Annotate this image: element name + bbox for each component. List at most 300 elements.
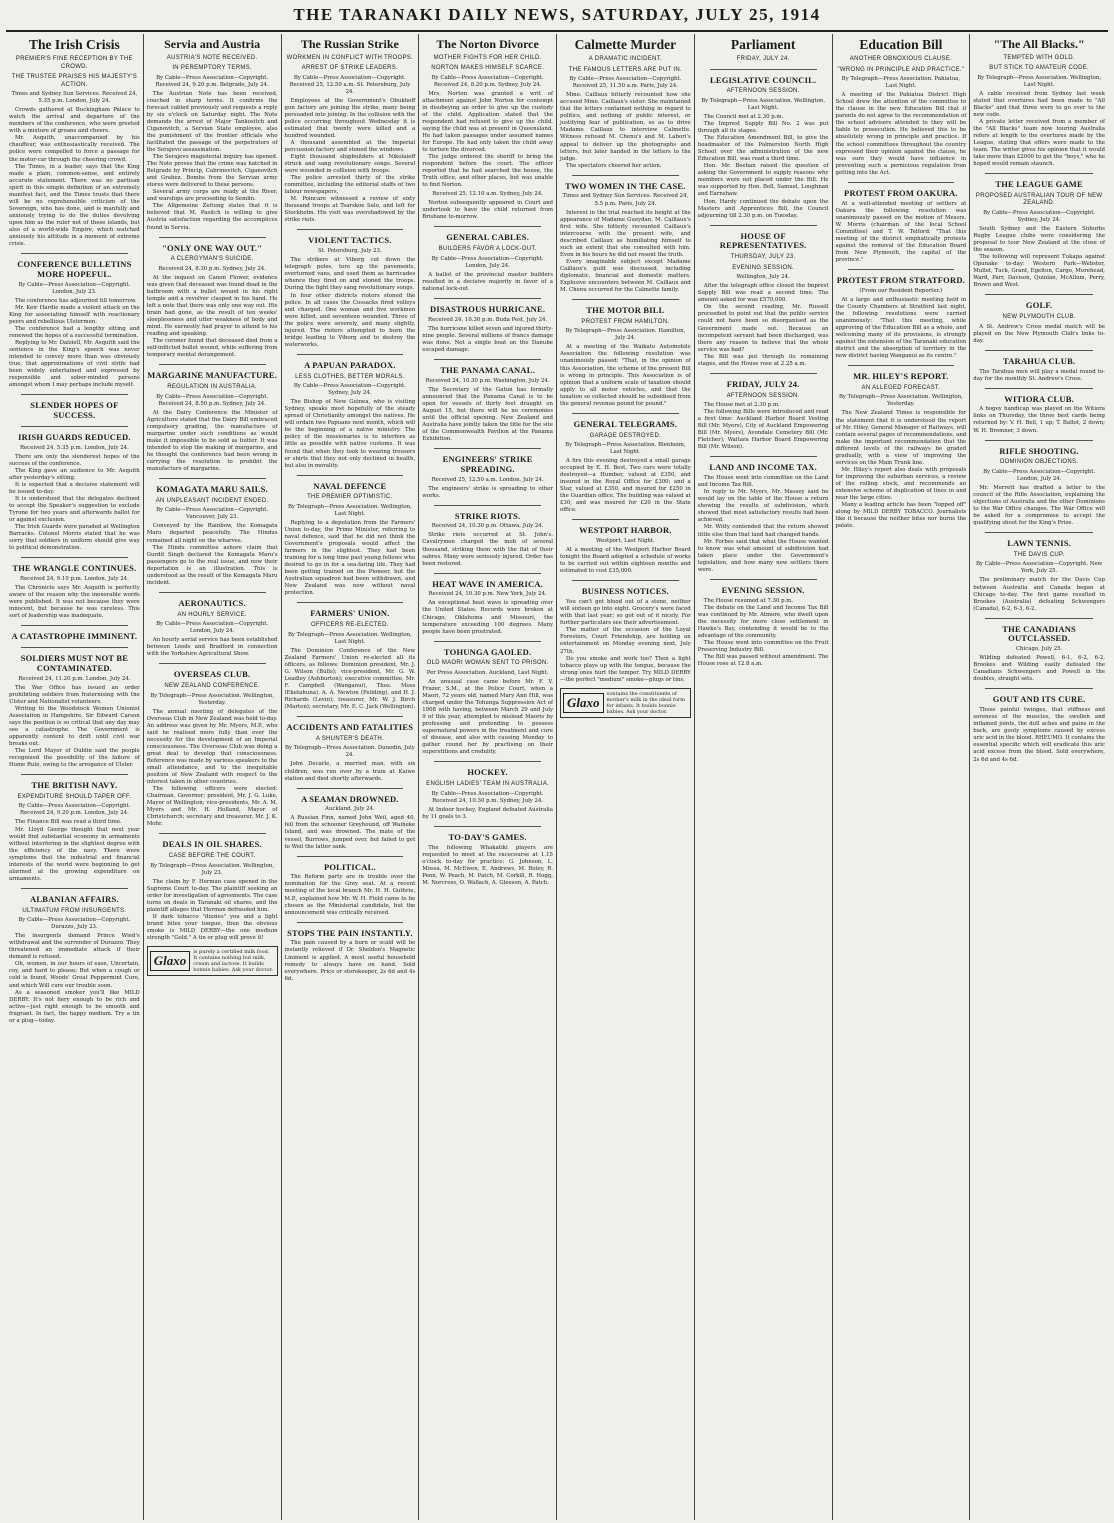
subheading: "WRONG IN PRINCIPLE AND PRACTICE." [837, 66, 965, 73]
subheading: AFTERNOON SESSION. [726, 88, 800, 95]
article-paragraph: The New Zealand Times is responsible for the statement that it is understood the report of Mr. Hiley, General Manager of Railways, will contain several pages of recommendations, and make the important recommendation that the different levels of the railways be graded gradually, with a view of improving the services on the Main Trunk line. [835, 410, 967, 466]
section-divider [572, 413, 679, 414]
dateline: Westport, Last Night. [595, 538, 655, 545]
article-paragraph: Every imaginable subject except Madame Caillaux's guilt was discussed, including diplomatic, financial and domestic matters. Explosive encounters between M. Caillaux and M. Chenu occurred for the Calmette family. [560, 258, 691, 294]
article-paragraph: Hon. Mr. Beehan raised the question of asking the Government to supply reasons why members were not placed under the Bill. He was supported by Hon. Bell, Samuel, Loughnan and Earnshaw. [697, 163, 829, 198]
article-paragraph: The Education Amendment Bill, to give the headmaster of the Palmerston North High School over the administration of the new Education Bill, was read a third time. [697, 135, 829, 163]
subheading: ULTIMATUM FROM INSURGENTS. [22, 907, 127, 914]
subheading: AN HOURLY SERVICE. [177, 611, 247, 618]
section-heading: THE LEAGUE GAME [995, 179, 1083, 190]
article-paragraph: Replying to Mr. Dalziell, Mr. Asquith said the sentence in the King's speech was never intended to convey more than was obviously true, that approximations of civil strife had been widely entertained and expressed by responsible and sober-minded persons amongst whom I may perhaps include myself. [9, 339, 140, 389]
dateline: By Cable—Press Association—Copyright. London, July 24. [431, 255, 544, 269]
section-divider [297, 856, 404, 857]
article-paragraph: Mr. Asquith, unaccompanied by his chauffeur, was enthusiastically received. The police were compelled to force a passage for the motor-car through the cheering crowd. [9, 135, 140, 163]
article-paragraph: Hon. Hardy continued the debate upon the Masters and Apprentices Bill, the Council adjourning till 2.30 p.m. on Tuesday. [697, 198, 829, 219]
section-divider [572, 580, 679, 581]
article-paragraph: Eight thousand shipbuilders at Nikolaieff struck and sang revolutionary songs. Several were wounded in collision with troops. [284, 154, 416, 175]
section-divider [297, 788, 404, 789]
dateline: By Telegraph—Press Association. Wellington, Yesterday. [150, 692, 275, 706]
article-paragraph: The Allgemeine Zeitung states that it is believed that M. Pasitch is willing to give Austria satisfaction regarding the accomplices found in Servia. [146, 203, 278, 231]
column-heading: Servia and Austria [164, 37, 261, 51]
section-divider [710, 579, 817, 580]
column-heading: The Irish Crisis [28, 37, 120, 52]
article-paragraph: Wilding defeated Powell, 6-1, 6-2, 6-2. Brookes and Wilding easily defeated the Canadians Schwengers and Powell in the doubles, straight sets. [973, 655, 1105, 683]
section-heading: FRIDAY, JULY 24. [726, 378, 800, 389]
section-heading: GOLF. [1025, 300, 1053, 311]
article-paragraph: The Bill was passed without amendment. The House rose at 12.8 a.m. [697, 653, 829, 667]
article-paragraph: A cable received from Sydney last week stated that overtures had been made to "All Blacks" and that three were to go over to the new code. [973, 90, 1105, 118]
article-paragraph: Oh, women, in our hours of ease, Uncertain, coy, and hard to please; But when a cough or cold is found, Woods' Great Peppermint Cure, and which Will cure our trouble soon. [9, 961, 140, 989]
section-heading: THE BRITISH NAVY. [31, 780, 118, 791]
article-paragraph: The judge ordered the sheriff to bring the respondent before the court. The officer reported that he had searched the house, the Truth office, and other places, but was unable to find Norton. [422, 154, 553, 189]
subheading: NORTON MAKES HIMSELF SCARCE. [431, 65, 545, 72]
column-irish [6, 34, 144, 1520]
section-divider [297, 922, 404, 923]
article-paragraph: South Sydney and the Eastern Suburbs Rugby League clubs were considering the proposal to tour New Zealand at the close of the season. [973, 225, 1105, 254]
article-paragraph: A ballot of the provincial master builders resulted in a decisive majority in favor of a national lock-out. [422, 271, 553, 292]
article-paragraph: The Austrian Note has been received, couched in sharp terms. It confirms the forecast cabled previously and requests a reply by six o'clock on Saturday night. The Note demands the arrest of Major Tankositch and Ciganovitch, a Servian State employee, also the punishment of the frontier officials who facilitated the passage of the perpetrators of the Serajevo assassination. [146, 90, 278, 153]
subheading: CASE BEFORE THE COURT. [168, 853, 256, 860]
section-heading: TARAHUA CLUB. [1002, 355, 1076, 366]
subheading: NEW PLYMOUTH CLUB. [1002, 314, 1076, 321]
section-heading: TWO WOMEN IN THE CASE. [565, 180, 686, 191]
article-paragraph: As a seasoned smoker you'll like MILD DERBY. It's not fiery enough to be rich and active—just right enough to be smooth and fragrant. In fact, the happy medium. Try a tin or a plug—today. [9, 989, 140, 1024]
subheading: TEMPTED WITH GOLD. [1003, 54, 1075, 61]
article-paragraph: The following will represent Tukapa against Opunake to-day: Western Park—Webster, Mullet, Tuck, Grant, Egelton, Cargo, Morehead, Ward, Parr, Davison, Quinlan, McAllum, Perry, Brown and West. [973, 254, 1105, 289]
masthead-rule [6, 30, 1108, 32]
section-divider [710, 69, 817, 70]
article-paragraph: Interest in the trial reached its height at the appearance of Madame Gueydan, M. Caillaux's first wife. She bitterly recounted Caillaux's intercourse with the present wife, and described Caillaux as humiliating himself to such an extent that she consulted with him. Even in his hours he did not resent the truth. [560, 209, 691, 258]
article-paragraph: Writing to the Woodstock Women Unionist Association in Hampshire, Sir Edward Carson says the position is so critical that any day may see a catastrophe. The Government is apparently content to drift until civil war breaks out. [9, 705, 140, 747]
article-paragraph: It is expected that a decisive statement will be issued to-day. [9, 481, 140, 495]
article-paragraph: Norton subsequently appeared in Court and undertook to have the child returned from Brisbane to-morrow. [422, 200, 553, 221]
article-paragraph: The Finance Bill was read a third time. [15, 819, 122, 826]
article-paragraph: Mr. Witty contended that the return showed little else than that land had changed hands. [697, 524, 829, 538]
article-paragraph: The preliminary match for the Davis Cup between Australia and Canada began at Chicago to-day. The first game resulted in Brookes (Australia) defeating Schwengers (Canada), 6-2, 6-3, 6-2. [973, 577, 1105, 612]
dateline: Received 24, 9.10 p.m. London, July 24. [19, 576, 129, 583]
article-paragraph: You can't get blood out of a stone, neither will sixteen go into eight. Grocery's were faced with that last year; so got out of it nicely. For further particulars see their advertisement. [560, 599, 691, 627]
subheading: NEW ZEALAND CONFERENCE. [164, 683, 260, 690]
column-heading: Parliament [730, 37, 796, 52]
dateline: By Cable—Press Association—Copyright. Received 25, 12.50 a.m. St. Petersburg, July 24. [289, 74, 411, 95]
section-divider [434, 226, 541, 227]
subheading: A CLERGYMAN'S SUICIDE. [170, 256, 254, 263]
article-paragraph: At a meeting of the Westport Harbor Board tonight the Board adopted a schedule of works to be carried out within eighteen months and estimated to cost £35,000. [560, 547, 691, 575]
section-heading: GENERAL CABLES. [446, 232, 530, 243]
article-paragraph: A St. Andrew's Cross medal match will be played on the New Plymouth Club's links to-day. [973, 323, 1105, 344]
article-paragraph: A private letter received from a member of the "All Blacks" team now touring Australia refers at length to the overtures made by the League, stating that offers were made to the team. The writer gives his opinion that it would take more than £2000 to get the "boys," who he hoped would remain staunch. [973, 118, 1105, 168]
section-heading: NAVAL DEFENCE [313, 480, 387, 491]
column-allblacks [970, 34, 1108, 1520]
subheading: THE FAMOUS LETTERS ARE PUT IN. [568, 66, 682, 73]
section-divider [985, 294, 1093, 295]
section-divider [434, 448, 541, 449]
subheading: PROTEST FROM HAMILTON. [581, 318, 670, 325]
dateline: (From our Resident Reporter.) [859, 287, 943, 294]
section-divider [434, 826, 541, 827]
article-paragraph: The annual meeting of delegates of the Overseas Club in New Zealand was held to-day. An address was given by Mr. Myers, M.P., who said he realised more fully than ever the necessity for the development of an Imperial consciousness. The Overseas Club was doing a great deal to develop that consciousness. Reference was made by various speakers to the small attendance, and to the inequitable position of New Zealand with respect to the interest taken in other countries. [146, 708, 278, 786]
section-divider [159, 663, 266, 664]
article-paragraph: The House went into committee on the Fruit Preserving Industry Bill. [697, 639, 829, 653]
article-paragraph: At a meeting of the Waikato Automobile Association the following resolution was unanimously passed: "That, in the opinion of this Association, the scheme of the present Bill is wrong in principle. This Association is of opinion that a uniform scale of taxation should apply to all motor vehicles, and that the taxation so collected should be subsidised from the general revenue pound for pound." [560, 344, 691, 407]
dateline: By Cable—Press Association—Copyright. Received 24, 9.20 p.m. Belgrade, July 24. [155, 74, 269, 88]
masthead [0, 0, 1114, 30]
column-education [833, 34, 971, 1520]
section-divider [159, 592, 266, 593]
section-divider [434, 359, 541, 360]
article-paragraph: At the Dairy Conference the Minister of Agriculture stated that the Dairy Bill embraced compulsory grading, the manufacture of margarine under such conditions as would make it impossible to be sold as butter. It was intended to stop the making of margarine, and he thought the conference had been wrong in carrying the resolution to prohibit the manufacture of margarine. [146, 409, 278, 473]
article-paragraph: The following Bills were introduced and read a first time: Auckland Harbor Board Vesting Bill (Mr. Myers), City of Auckland Empowering Bill (Mr. Myers), Avondale Cemetery Bill (Mr. Fletcher), Waitara Harbor Board Empowering Bill (Mr. Wilson). [697, 409, 829, 451]
article-paragraph: The hurricane killed seven and injured thirty-nine people. Several millions of francs damage was done. Not a single boat on the Danube escaped damage. [422, 325, 553, 353]
subheading: MOTHER FIGHTS FOR HER CHILD. [433, 54, 542, 61]
section-divider [572, 175, 679, 176]
section-divider [21, 557, 128, 558]
article-paragraph: A meeting of the Pahiatua District High School drew the attention of the committee to the clause in the new Education Bill that if parents do not agree to the recommendation of the school advisers attended to they will be liable to prosecution. He believed this to be absolutely wrong in principle and practice. If the school committees throughout the country expressed their opinion against the clause, he was sure they would have influence in preventing such a pernicious regulation from getting into the Act. [835, 92, 967, 176]
dateline: Received 24, 5.35 p.m. London, July 24. [19, 444, 129, 451]
article-paragraph: At a well-attended meeting of settlers at Oakura the following resolution was unanimously passed on the motion of Messrs. W. Morris (chairman of the local School Committee) and T. W. Telford: "That this meeting of the district emphatically protests against the removal of the Education Board from New Plymouth, the capital of the province." [835, 200, 967, 263]
article-paragraph: The pain caused by a burn or scald will be instantly relieved if Dr. Sheldon's Magnetic Liniment is applied. A most useful household remedy to always have on hand. Sold everywhere. Price or storekeeper, 2s 6d and 4s 6d. [284, 940, 416, 982]
section-heading: ENGINEERS' STRIKE SPREADING. [442, 454, 533, 474]
article-paragraph: Conveyed by the Rainbow, the Komagata Maru departed peacefully. The Hindus remained all night on the wharves. [146, 523, 278, 544]
column-servia [144, 34, 282, 1520]
article-paragraph: The police arrested thirty of the strike committee, including the editorial staffs of two labour newspapers. [284, 175, 416, 196]
article-paragraph: The coroner found that deceased died from a self-inflicted bullet wound, while suffering from temporary mental derangement. [146, 338, 278, 359]
section-divider [21, 394, 128, 395]
section-heading: THE WRANGLE CONTINUES. [12, 563, 137, 574]
subheading: WORKMEN IN CONFLICT WITH TROOPS. [286, 54, 414, 61]
article-paragraph: The matter of the occasion of the Loyal Foresters, Court Friendship, are holding an entertainment on Monday evening next, July 27th. [560, 627, 691, 655]
article-paragraph: M. Poincare witnessed a review of sixty thousand troops at Tsarskoe Selo, and left for Stockholm. His visit was overshadowed by the strike riots. [284, 196, 416, 224]
section-heading: A SEAMAN DROWNED. [301, 793, 399, 804]
section-divider [985, 173, 1093, 174]
section-heading: "ONLY ONE WAY OUT." [162, 242, 263, 253]
section-divider [159, 364, 266, 365]
article-paragraph: Do you smoke and work too? Then a light tobacco plays up with the tongue, because the strong ones hurt the temper. Try MILD DERBY—the perfect "medium" smoke—plugs or tins. [560, 655, 691, 683]
article-paragraph: The King gave an audience to Mr. Asquith after yesterday's sitting. [9, 467, 140, 481]
subheading: AUSTRIA'S NOTE RECEIVED. [166, 54, 258, 61]
article-paragraph: The insurgents demand Prince Wied's withdrawal and the surrender of Durazzo. They threatened an immediate attack if their demand is refused. [9, 933, 140, 961]
section-heading: GOUT AND ITS CURE. [992, 694, 1086, 705]
subheading: AFTERNOON SESSION. [726, 392, 800, 399]
section-divider [159, 237, 266, 238]
dateline: Received 24, 10.30 p.m. Washington, July 24. [425, 377, 550, 384]
article-paragraph: A bogey handicap was played on the Witiora links on Thursday, the three best cards being returned by: V. H. Bell, 1 up; T. Ballot, 2 down; W. H. Bremner, 3 down. [973, 406, 1105, 434]
subheading: BUT STICK TO AMATEUR CODE. [989, 65, 1089, 72]
dateline: Chicago, July 25. [1015, 646, 1063, 653]
article-paragraph: An unusual case came before Mr. F. V. Frazer, S.M., at the Police Court, when a Maori, 72 years old, named Mary Ann Hill, was charged under the Tohunga Suppression Act of 1908 with having, between March 29 and July 9 of this year, attempted to mislead Maoris by professing and pretending to possess supernatural powers in the treatment and cure of disease, and also with causing Monday to gather round her by practising on their superstitions and credulity. [422, 678, 553, 756]
dateline: By Cable—Press Association—Copyright. Sydney, July 24. [983, 209, 1096, 223]
section-heading: SLENDER HOPES OF SUCCESS. [30, 400, 119, 421]
section-heading: CONFERENCE BULLETINS MORE HOPEFUL. [17, 259, 132, 279]
section-heading: THE MOTOR BILL [586, 305, 665, 316]
article-paragraph: A Russian Finn, named John Weil, aged 40, fell from the schooner Greyhound, off Waiheke Island, and was drowned. The mate of the vessel, Burrows, jumped over, but failed to get to Weil the latter sank. [284, 815, 416, 850]
ad-logo: Glaxo [563, 693, 604, 713]
section-heading: POLITICAL. [323, 861, 376, 872]
column-russian [282, 34, 420, 1520]
article-paragraph: There are only the slenderest hopes of the success of the conference. [9, 453, 140, 467]
section-divider [710, 225, 817, 226]
subheading: THURSDAY, JULY 23. [730, 254, 796, 261]
article-paragraph: On the second reading, Mr. Russell proceeded to point out that the public service could not have been so disorganised as the Government made out. Because an incompetent servant had been discharged, was there any reason to believe that the whole service was bad? [697, 304, 829, 353]
article-paragraph: At the inquest on Canon Flower, evidence was given that deceased was found dead in the bathroom with a bullet wound in his right temple and a revolver clasped in his hand. He left a note that there was only one way out. His brain had gone, as the result of ten weeks' sleeplessness and utter weakness of body and mind. He earnestly had prayer to attend to his reading and speaking. [146, 274, 278, 338]
subheading: IN PEREMPTORY TERMS. [172, 65, 252, 72]
article-paragraph: The conference had a lengthy sitting and renewed the hopes of a successful termination. [9, 325, 140, 339]
dateline: Received 24, 11.20 p.m. London, July 24. [18, 675, 131, 682]
section-divider [985, 532, 1093, 533]
section-heading: SOLDIERS MUST NOT BE CONTAMINATED. [20, 653, 129, 673]
dateline: By Telegraph—Press Association. Wellington, July 23. [150, 862, 275, 876]
section-heading: EVENING SESSION. [721, 584, 805, 595]
dateline: By Telegraph—Press Association. Wellington, Last Night. [287, 631, 412, 645]
section-heading: WESTPORT HARBOR. [579, 525, 672, 536]
subheading: PROPOSED AUSTRALIAN TOUR OF NEW ZEALAND. [975, 192, 1103, 207]
article-paragraph: In reply to Mr. Myers, Mr. Massey said he would lay on the table of the House a return showing the results of subdivision, which showed that most satisfactory results had been achieved. [697, 489, 829, 524]
subheading: OLD MAORI WOMAN SENT TO PRISON. [426, 660, 549, 667]
section-divider [21, 625, 128, 626]
subheading: AN UNPLEASANT INCIDENT ENDED. [155, 497, 269, 504]
article-paragraph: At a large and enthusiastic meeting held in the County Chambers at Stratford last night, the following resolutions were carried unanimously: "That this meeting, while approving of the Education Bill as a whole, and welcoming many of its provisions, is strongly against the extension of the Taranaki education district and the absorption of territory in the new district having Wanganui as its centre." [835, 296, 967, 360]
subheading: EVENING SESSION. [732, 264, 795, 271]
article-paragraph: Mr. Hiley's report also deals with proposals for improving the suburban services, a review of the rolling stock, and recommends an extensive scheme of duplication of lines in and near the large cities. [835, 466, 967, 502]
section-heading: GENERAL TELEGRAMS. [573, 418, 678, 429]
dateline: By Cable—Press Association—Copyright. Received 25, 11.50 a.m. Paris, July 24. [569, 76, 682, 90]
section-heading: THE PANAMA CANAL. [440, 364, 535, 375]
section-heading: THE CANADIANS OUTCLASSED. [1002, 623, 1076, 644]
subheading: PREMIER'S FINE RECEPTION BY THE CROWD. [15, 56, 133, 70]
dateline: By Telegraph—Press Association. Wellington, Last Night. [977, 74, 1102, 88]
article-paragraph: Several army corps are ready at the River, and warships are proceeding to Semlin. [146, 189, 278, 203]
article-paragraph: The Times, in a leader, says that the King made a plain, common-sense, and entirely accurate statement. There was no partisan spirit in this simple definition of an extremely manifest fact, and the Times trusts that there will be no reprehensible criticism of the Sovereign, who has done, and is manfully and anxiously trying to do the duties devolving upon him as the ruler not of these islands, but also of a world-wide Empire, which watched anxiously his attitude in a moment of extreme crisis. [9, 163, 140, 248]
section-divider [21, 253, 128, 254]
section-divider [710, 373, 817, 374]
subheading: AN ALLEGED FORECAST. [861, 384, 941, 391]
article-paragraph: The engineers' strike is spreading to other works. [422, 485, 553, 499]
section-divider [434, 573, 541, 574]
article-paragraph: A fire this evening destroyed a small garage occupied by E. H. Best. Two cars were totally destroyed—a Humber, valued at £350, and insured in the Royal Office for £300; and a Star, valued at £350, and insured for £250 in the Guardian office. The building was valued at £30, and was insured for £20 in the State office. [560, 458, 691, 514]
subheading: BUILDERS FAVOR A LOCK-OUT. [438, 246, 537, 253]
dateline: By Cable—Press Association—Copyright. London, July 23. [18, 281, 131, 295]
article-paragraph: The House went into committee on the Land and Income Tax Bill. [697, 475, 829, 489]
advertisement [147, 946, 278, 976]
article-paragraph: After the telegraph office closed the Imprest Supply Bill was read a second time. The amount asked for was £570,000. [697, 283, 829, 304]
section-heading: MARGARINE MANUFACTURE. [147, 370, 278, 381]
dateline: By Cable—Press Association—Copyright. Durazzo, July 23. [18, 917, 131, 931]
section-heading: DISASTROUS HURRICANE. [430, 303, 546, 314]
dateline: By Telegraph—Press Association. Wellington, Last Night. [701, 97, 826, 111]
section-divider [848, 365, 955, 366]
article-paragraph: Strike riots occurred at St. John's. Cavalrymen charged the mob of several thousand, striking them with the flat of their sabres. Many were seriously injured. Order has been restored. [422, 532, 553, 567]
subheading: LESS CLOTHES, BETTER MORALS. [295, 373, 405, 380]
section-heading: ALBANIAN AFFAIRS. [30, 893, 119, 904]
section-heading: MR. HILEY'S REPORT. [853, 371, 949, 382]
section-divider [985, 688, 1093, 689]
newspaper-columns [6, 34, 1108, 1520]
article-paragraph: The following officers were elected: Chairman, Governor; president, Mr. J. G. Luke, Mayor of Wellington; vice-presidents, Mr. A. M. Myers and Mr. H. Holland, Mayor of Christchurch; secretary and treasurer, Mr. J. K. Mohr. [146, 786, 278, 828]
section-heading: DEALS IN OIL SHARES. [162, 839, 262, 850]
section-divider [434, 641, 541, 642]
dateline: By Telegraph—Press Association. Hamilton, July 24. [565, 328, 686, 342]
section-heading: LEGISLATIVE COUNCIL. [709, 74, 817, 85]
subheading: OFFICERS RE-ELECTED. [311, 622, 389, 629]
article-paragraph: An exceptional heat wave is spreading over the United States. Records were broken at Chicago, Oklahoma and Missouri, the temperature exceeding 100 degrees. Many people have been prostrated. [422, 600, 553, 635]
section-heading: ACCIDENTS AND FATALITIES [286, 722, 414, 733]
article-paragraph: An hourly aerial service has been established between Leeds and Bradford in connection with the Yorkshire Agricultural Show. [146, 637, 278, 658]
article-paragraph: At Indoor hockey, England defeated Australia by 11 goals to 3. [422, 806, 553, 820]
dateline: Received 24, 8.30 p.m. Sydney, July 24. [158, 265, 266, 272]
dateline: Received 25, 12.50 a.m. London, July 24. [431, 476, 544, 483]
section-heading: TO-DAY'S GAMES. [448, 831, 527, 842]
dateline: By Cable—Press Association—Copyright. Received 24, 10.30 p.m. Sydney, July 24. [431, 790, 544, 804]
article-paragraph: The House resumed at 7.30 p.m. [703, 597, 794, 604]
column-heading: The Norton Divorce [436, 37, 539, 51]
article-paragraph: John Decarle, a married man, with six children, was run over by a train at Kaiwe station and died shortly afterwards. [284, 761, 416, 782]
dateline: By Cable—Press Association—Copyright. Sydney, July 24. [293, 383, 406, 397]
section-divider [985, 618, 1093, 619]
article-paragraph: The Chronicle says Mr. Asquith is perfectly aware of the reason why the inexorable words were published. It was not because they were innocent, but because he was careless. This sort of leadership was inadequate. [9, 585, 140, 620]
dateline: Times and Sydney Sun Services. Received 24, 5.5 p.m. Paris, July 24. [562, 193, 689, 207]
article-paragraph: The Bishop of New Guinea, who is visiting Sydney, speaks most hopefully of the steady spread of Christianity amongst the natives. He will ordain two Papuans next month, which will be the beginning of a native ministry. The policy of the missionaries is to interfere as little as possible with native customs. It was found that when they took to wearing trousers or shirts that they not only declined in health, but also in morality. [284, 399, 416, 469]
section-heading: TOHUNGA GAOLED. [443, 646, 532, 657]
section-heading: RIFLE SHOOTING. [999, 445, 1079, 456]
section-divider [297, 475, 404, 476]
article-paragraph: In four other districts rioters stoned the police. In all cases the Cossacks fired volleys and charged. One woman and five workmen were killed, and seventeen wounded. Three of the police were severely, and many slightly, injured. The rioters attempted to burn the bridge leading to Viborg and to destroy the waterworks. [284, 292, 416, 348]
dateline: St. Petersburg, July 23. [318, 248, 382, 255]
dateline: By Cable—Press Association—Copyright. Received 24, 8.50 p.m. Sydney, July 24. [156, 393, 269, 407]
ad-text: contains the constituents of mother's milk in the ideal form for infants. It builds bonnie babies. Ask your doctor. [606, 690, 686, 715]
article-paragraph: The spectators cheered her action. [566, 162, 662, 169]
subheading: ANOTHER OBNOXIOUS CLAUSE. [849, 56, 952, 63]
article-paragraph: The Dominion Conference of the New Zealand Farmers' Union re-elected all its officers, as follows: Dominion president, Mr. J. G. Wilson (Bulls); vice-president, Mr. G. W. Leadley (Ashburton); executive committee, Mr. F. Campbell (Wanganui), Thos. Moss (Eketahuna), A. A. Newton (Feilding), and H. J. Richards (Levin); treasurer, Mr. W. J. Birch (Marton); secretary, Mr. E. C. Jack (Wellington). [284, 647, 416, 711]
article-paragraph: The conference has adjourned till tomorrow. [15, 297, 137, 304]
dateline: By Cable—Press Association—Copyright. Vancouver, July 23. [156, 507, 269, 521]
section-heading: A CATASTROPHE IMMINENT. [11, 631, 138, 642]
section-heading: FARMERS' UNION. [310, 608, 390, 619]
subheading: THE PREMIER OPTIMISTIC. [307, 494, 393, 501]
subheading: DOMINION OBJECTIONS. [999, 459, 1079, 466]
article-paragraph: The strikers at Viborg cut down the telegraph poles, tore up the pavements, overturned vans, and used them as barricades whence they fired on and stoned the troops. During the fight they sang revolutionary songs. [284, 257, 416, 292]
section-divider [572, 299, 679, 300]
dateline: By Telegraph—Press Association. Wellington, Yesterday. [838, 394, 963, 408]
ad-text: is purely a certified milk food. It contains nothing but milk, cream and lactose. It builds bonnie babies. Ask your doctor. [193, 949, 274, 974]
section-heading: LAND AND INCOME TAX. [709, 462, 817, 473]
section-heading: HEAT WAVE IN AMERICA. [432, 578, 544, 589]
section-heading: BUSINESS NOTICES. [581, 586, 669, 597]
article-paragraph: Crowds gathered at Buckingham Palace to watch the arrival and departure of the members of the conference, who were greeted with a mixture of groans and cheers. [9, 107, 140, 135]
column-heading: The Russian Strike [300, 37, 399, 51]
article-paragraph: The Hindu committee ashore claim that Gurdit Singh declared the Komagata Maru's passengers go to the real issue, and now their deportation is an illustration. This is understood as the result of the Komagata Maru incident. [146, 544, 278, 586]
article-paragraph: The Lord Mayor of Dublin said the people recognised the possibility of the failure of Home Rule, owing to the arrogance of Ulster. [9, 748, 140, 769]
dateline: By Telegraph—Press Association. Dunedin, July 24. [284, 745, 415, 759]
section-divider [21, 426, 128, 427]
subheading: THE DAVIS CUP. [1013, 551, 1065, 558]
article-paragraph: Replying to a deputation from the Farmers' Union to-day, the Prime Minister, referring to naval defence, said that he did not think the Government's proposals would affect the farmers in the slightest. They had been training for a long time past young fellows who desired to go in for a sea-faring life. They had been getting trained on the Pioneer, but the Australian squadron had been withdrawn, and New Zealand was now without naval protection. [284, 519, 416, 597]
section-divider [21, 774, 128, 775]
subheading: A SHUNTER'S DEATH. [315, 735, 384, 742]
section-divider [848, 182, 955, 183]
section-divider [21, 647, 128, 648]
subheading: REGULATION IN AUSTRALIA. [167, 384, 258, 391]
article-paragraph: The Imprest Supply Bill No. 2 was put through all its stages. [697, 121, 829, 135]
section-heading: AERONAUTICS. [178, 597, 246, 608]
dateline: By Cable—Press Association—Copyright. London, July 24. [156, 621, 269, 635]
article-paragraph: Those painful twinges, that stiffness and soreness of the muscles, the swollen and inflamed joints, the dull aches and pains in the back, are gouty symptoms caused by excess uric acid in the blood. RHEUMO. It contains the essential specific which will eradicate this uric acid excess from the blood. Sold everywhere, 2s 6d and 4s 6d. [973, 707, 1105, 763]
section-heading: A PAPUAN PARADOX. [304, 359, 396, 370]
dateline: Times and Sydney Sun Services. Received 24, 5.35 p.m. London, July 24. [11, 91, 138, 105]
article-paragraph: The debate on the Land and Income Tax Bill was continued by Mr. Atmore, who dwelt upon the necessity for more close settlement in Hawke's Bay, contending it would be to the advantage of the community. [697, 604, 829, 639]
column-norton [419, 34, 557, 1520]
article-paragraph: The War Office has issued an order prohibiting soldiers from fraternising with the Ulster and Nationalist volunteers. [9, 684, 140, 705]
dateline: By Cable—Press Association—Copyright. Received 24, 8.20 p.m. Sydney, July 24. [431, 74, 544, 88]
article-paragraph: The Reform party are in trouble over the nomination for the Grey seat. At a recent meeting of the local branch Mr. H. H. Guthrie, M.P., explained how Mr. W. H. Field came to be chosen as the Ministerial candidate, but the announcement was critically received. [284, 874, 416, 916]
section-heading: PROTEST FROM OAKURA. [844, 187, 958, 198]
section-heading: STOPS THE PAIN INSTANTLY. [287, 927, 413, 938]
article-paragraph: The Serajevo magisterial inquiry has opened. The Note proves that the crime was hatched in Belgrade by Princip, Cabrinovitch, Ciganovitch and Grabez. Bombs from the Servian army stores were delivered to these persons. [146, 154, 278, 189]
article-paragraph: The House met at 2.30 p.m. [703, 402, 780, 409]
section-heading: KOMAGATA MARU SAILS. [156, 484, 268, 495]
article-paragraph: Mr. Lloyd George thought that next year would find substantial economy in armaments without interfering in the slightest degree with the efficiency of the navy. There were symptoms that the industrial and financial interests of the world were beginning to get alarmed at the growing expenditure on armaments. [9, 826, 140, 882]
section-divider [848, 269, 955, 270]
article-paragraph: The claim by F. Herman case opened in the Supreme Court to-day. The plaintiff seeking an order for investigation of agreements. The case turns on deals in Taranaki oil shares, and the plaintiff alleges that Herman defrauded him. [146, 878, 278, 913]
column-calmette [557, 34, 695, 1520]
article-paragraph: The Secretary of the Gatun has formally announced that the Panama Canal is to be open for vessels of thirty feet draught on August 15, but there will be no ceremonies until the official opening. New Zealand and Australia have jointly taken the title for the site of the Commonwealth Pavilion at the Panama Exhibition. [422, 386, 553, 442]
article-paragraph: Employees at the Government's Obukhoff gun factory are joining the strike, many being persuaded into joining. In the collision with the police occurring throughout Wednesday it is estimated that twenty were killed and a hundred wounded. [284, 97, 416, 139]
section-divider [434, 298, 541, 299]
dateline: Auckland, July 24. [325, 806, 375, 813]
article-paragraph: The following Whakatiki players are requested to meet at the racecourse at 1.15 o'clock to-day for practice: G. Johnson, L. Mossa, M. McEwen, E. Andrews, M. Roley, R. Penn, W. Peach, M. Patch, M. Corkill, R. Hogg, M. Norcross, O. Wallach, A. Gleeson, A. Patch. [422, 844, 553, 886]
dateline: By Cable—Press Association—Copyright. Received 24, 9.20 p.m. London, July 24. [18, 803, 131, 817]
article-paragraph: Mrs. Norton was granted a writ of attachment against John Norton for contempt in disobeying an order to give up the custody of the child. Application stated that the respondent had refused to give up the child, saying the child was at present in Queensland. He had taken passages under assumed names for Europe. He had only taken the child away to torture the divorced. [422, 90, 553, 153]
section-divider [297, 354, 404, 355]
article-paragraph: Mr. Forbes said that what the House wanted to know was what amount of subdivision had taken place under the Government's legislation, and how many new settlers there were. [697, 538, 829, 573]
ad-logo: Glaxo [150, 951, 191, 971]
article-paragraph: The Bill was put through its remaining stages, and the House rose at 2.25 a.m. [697, 353, 829, 367]
subheading: GARAGE DESTROYED. [589, 432, 662, 439]
section-divider [297, 229, 404, 230]
dateline: Received 25, 12.10 a.m. Sydney, July 24. [432, 191, 544, 198]
section-divider [434, 505, 541, 506]
section-heading: HOCKEY. [467, 767, 508, 778]
column-parliament [695, 34, 833, 1520]
article-paragraph: The Irish Guards were paraded at Wellington Barracks. Colonel Morris stated that he was sorry that soldiers in uniform should give way to political demonstration. [9, 524, 140, 552]
section-divider [21, 888, 128, 889]
section-heading: OVERSEAS CLUB. [173, 669, 251, 680]
column-heading: Education Bill [859, 37, 943, 52]
subheading: THE TRUSTEE PRAISES HIS MAJESTY'S ACTION. [11, 74, 138, 88]
dateline: Wellington, July 24. [736, 274, 790, 281]
dateline: By Telegraph—Press Association. Wellington, Last Night. [287, 503, 412, 517]
subheading: ENGLISH LADIES' TEAM IN AUSTRALIA. [426, 781, 550, 788]
column-heading: "The All Blacks." [993, 37, 1085, 51]
article-paragraph: If dark tobacco "dizzies" you and a light brand bites your tongue, then the obvious smoke is MILD DERBY—the one medium strength "Gold." A tin or plug will prove it! [146, 913, 278, 942]
article-paragraph: Mme. Caillaux bitterly recounted how she accused Mme. Caillaux's sister. She maintained that the letters contained nothing in regard to politics, and nothing of public interest, or justifying fear of publication, so as to drive Madame Caillaux to interview Calmette. Witness refused M. Chenu's and M. Labori's appeal to deliver up the photographs and letters, but later handed in the letters to the judge. [560, 92, 691, 162]
section-heading: IRISH GUARDS REDUCED. [18, 431, 131, 442]
masthead-title: THE TARANAKI DAILY NEWS, SATURDAY, JULY 25, 1914 [293, 5, 821, 24]
section-divider [297, 602, 404, 603]
subheading: ARREST OF STRIKE LEADERS. [301, 65, 399, 72]
subheading: FRIDAY, JULY 24. [736, 56, 790, 63]
article-paragraph: The Tarahua men will play a medal round to-day for the monthly St. Andrew's Cross. [973, 368, 1105, 382]
section-heading: LAWN TENNIS. [1007, 538, 1071, 549]
article-paragraph: Many a leading article has been "lopped off" along by MILD DERBY TOBACCO. Journalists like it because the neither bites nor burns the palate. [835, 502, 967, 530]
subheading: EXPENDITURE SHOULD TAPER OFF. [17, 793, 132, 800]
dateline: Per Press Association. Auckland, Last Night. [426, 669, 549, 676]
section-heading: STRIKE RIOTS. [454, 510, 521, 521]
section-divider [985, 350, 1093, 351]
section-divider [159, 478, 266, 479]
subheading: A DRAMATIC INCIDENT. [588, 56, 662, 63]
section-heading: WITIORA CLUB. [1004, 393, 1074, 404]
section-divider [434, 761, 541, 762]
